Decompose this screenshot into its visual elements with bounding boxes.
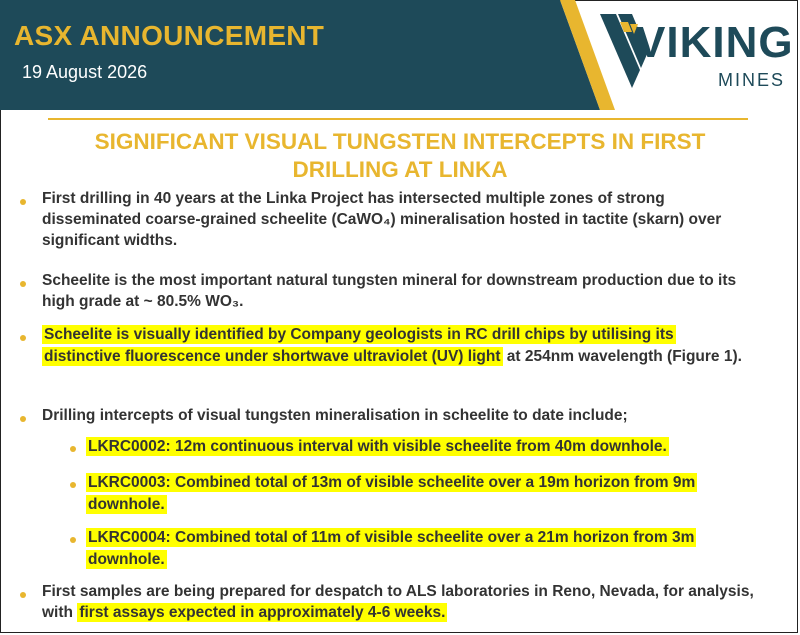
bullet-dot xyxy=(20,416,26,422)
bullet-scheelite-grade: Scheelite is the most important natural tungsten mineral for downstream production due to its high grade at ~ 80.5% WO₃. xyxy=(42,272,737,310)
sub-bullet-dot xyxy=(70,446,76,452)
bullet-drilling-intercepts: Drilling intercepts of visual tungsten mineralisation in scheelite to date include; xyxy=(42,407,628,424)
announcement-date: 19 August 2026 xyxy=(22,62,148,82)
logo-subtitle: MINES xyxy=(718,70,786,90)
title-line-1: SIGNIFICANT VISUAL TUNGSTEN INTERCEPTS IN FIRST xyxy=(94,129,706,154)
bullet-dot xyxy=(20,592,26,598)
highlight-assays: first assays expected in approximately 4-6 weeks. xyxy=(79,604,446,621)
highlight-uv: Scheelite is visually identified by Company geologists in RC drill chips by utilising its distinctive fluorescence under shortwave ultraviolet (UV) light xyxy=(44,326,674,365)
banner-title: ASX ANNOUNCEMENT xyxy=(14,20,325,51)
title-rule xyxy=(48,118,748,120)
bullet-first-samples: First samples are being prepared for despatch to ALS laboratories in Reno, Nevada, for analysis, with first assays expected in approximately 4-6 weeks. xyxy=(42,583,754,621)
bullet-dot xyxy=(20,199,26,205)
sub-bullet-lkrc0003: LKRC0003: Combined total of 13m of visible scheelite over a 19m horizon from 9m downhole. xyxy=(88,474,696,513)
title-line-2: DRILLING AT LINKA xyxy=(292,157,508,182)
document-title xyxy=(40,128,760,184)
bullet-dot xyxy=(20,281,26,287)
header xyxy=(0,0,800,110)
uv-wavelength-text: at 254nm wavelength (Figure 1). xyxy=(502,348,742,365)
sub-bullet-dot xyxy=(70,482,76,488)
sub-bullet-lkrc0004: LKRC0004: Combined total of 11m of visible scheelite over a 21m horizon from 3m downhole. xyxy=(88,529,695,568)
bullet-dot xyxy=(20,335,26,341)
logo-name: VIKING xyxy=(636,18,794,67)
sub-bullet-dot xyxy=(70,537,76,543)
bullet-first-drilling: First drilling in 40 years at the Linka Project has intersected multiple zones of strong disseminated coarse-grained scheelite (CaWO₄) mineralisation hosted in tactite (skarn) over significant widths. xyxy=(42,190,722,249)
bullet-uv-identification xyxy=(42,324,754,368)
sub-bullet-lkrc0002: LKRC0002: 12m continuous interval with visible scheelite from 40m downhole. xyxy=(88,438,667,455)
